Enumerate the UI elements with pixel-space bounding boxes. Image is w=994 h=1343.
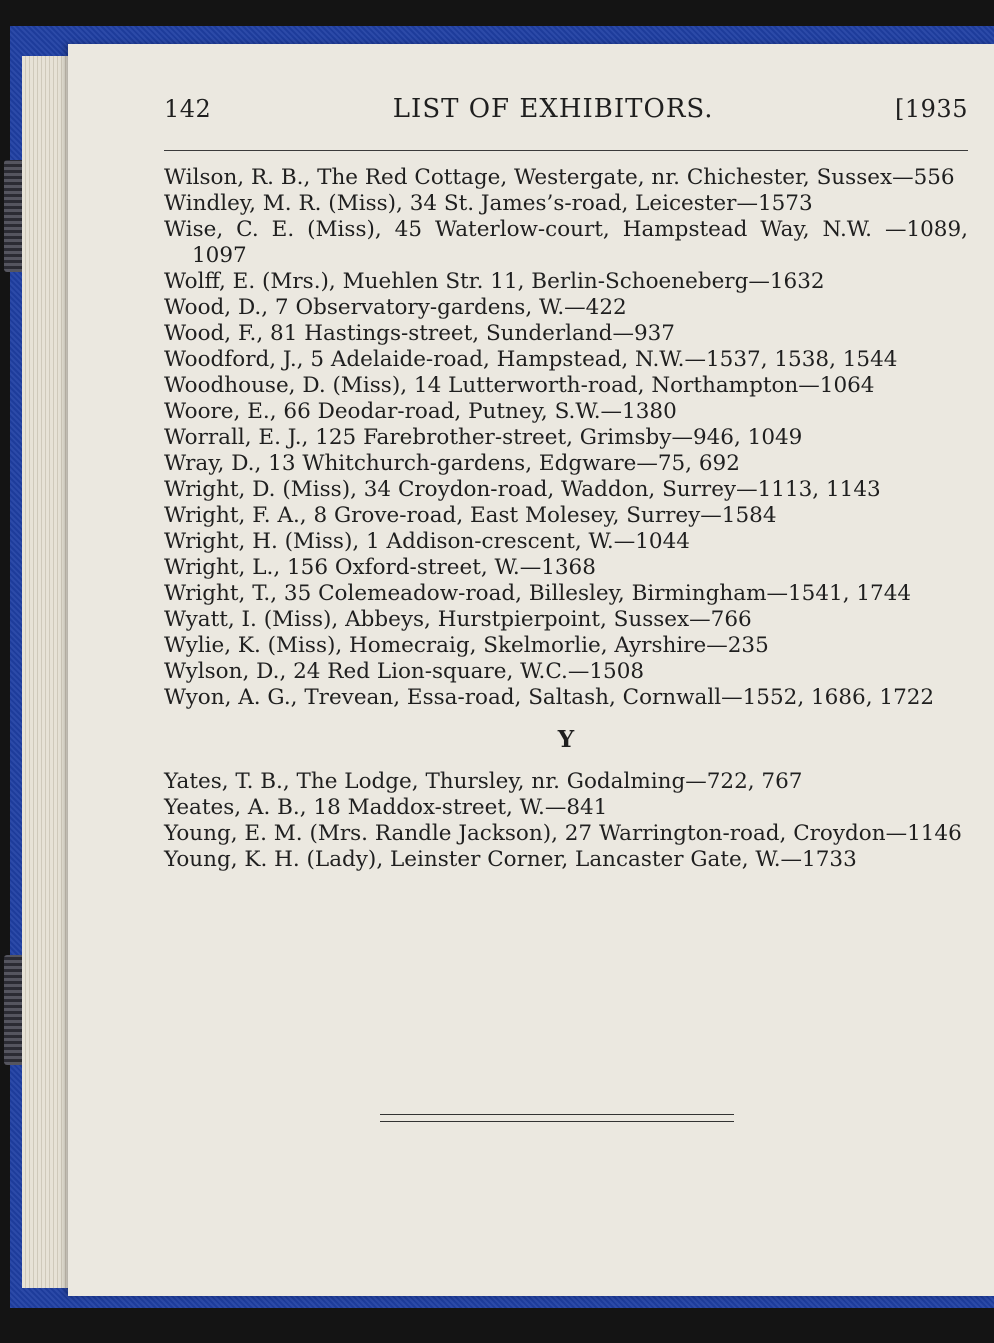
list-item: Wright, H. (Miss), 1 Addison-crescent, W.—1044 xyxy=(164,529,690,554)
exhibitor-list xyxy=(164,165,968,873)
list-item: Worrall, E. J., 125 Farebrother-street, Grimsby—946, 1049 xyxy=(164,425,803,450)
list-item: Wright, D. (Miss), 34 Croydon-road, Waddon, Surrey—1113, 1143 xyxy=(164,477,881,502)
list-item: Wood, F., 81 Hastings-street, Sunderland—937 xyxy=(164,321,675,346)
list-item: Wyatt, I. (Miss), Abbeys, Hurstpierpoint, Sussex—766 xyxy=(164,607,752,632)
book-page xyxy=(68,44,994,1296)
list-item: Wylson, D., 24 Red Lion-square, W.C.—1508 xyxy=(164,659,645,684)
list-item: Wolff, E. (Mrs.), Muehlen Str. 11, Berlin-Schoeneberg—1632 xyxy=(164,269,825,294)
header-rule xyxy=(164,150,968,151)
list-item: Yates, T. B., The Lodge, Thursley, nr. Godalming—722, 767 xyxy=(164,769,803,794)
list-item: Wylie, K. (Miss), Homecraig, Skelmorlie, Ayrshire—235 xyxy=(164,633,769,658)
running-header xyxy=(164,94,968,146)
list-item: Wyon, A. G., Trevean, Essa-road, Saltash, Cornwall—1552, 1686, 1722 xyxy=(164,685,935,710)
list-item: Yeates, A. B., 18 Maddox-street, W.—841 xyxy=(164,795,608,820)
list-item: Young, E. M. (Mrs. Randle Jackson), 27 Warrington-road, Croydon—1146 xyxy=(164,821,962,846)
page-content xyxy=(164,94,968,873)
list-item: Wright, T., 35 Colemeadow-road, Billesley, Birmingham—1541, 1744 xyxy=(164,581,912,606)
list-item: Wray, D., 13 Whitchurch-gardens, Edgware—75, 692 xyxy=(164,451,740,476)
list-item: Woodford, J., 5 Adelaide-road, Hampstead, N.W.—1537, 1538, 1544 xyxy=(164,347,898,372)
section-letter: Y xyxy=(557,726,575,753)
list-item: Windley, M. R. (Miss), 34 St. James’s-road, Leicester—1573 xyxy=(164,191,813,216)
list-item: Woore, E., 66 Deodar-road, Putney, S.W.—1380 xyxy=(164,399,677,424)
year-marker: [1935 xyxy=(895,95,968,123)
list-item: Wright, F. A., 8 Grove-road, East Molesey, Surrey—1584 xyxy=(164,503,777,528)
list-item: Wilson, R. B., The Red Cottage, Westergate, nr. Chichester, Sussex—556 xyxy=(164,165,955,190)
page-number: 142 xyxy=(164,95,212,123)
list-item: Wise, C. E. (Miss), 45 Waterlow-court, Hampstead Way, N.W. —1089, 1097 xyxy=(164,217,968,268)
page-title: LIST OF EXHIBITORS. xyxy=(392,94,714,124)
list-item: Young, K. H. (Lady), Leinster Corner, Lancaster Gate, W.—1733 xyxy=(164,847,857,872)
list-item: Woodhouse, D. (Miss), 14 Lutterworth-road, Northampton—1064 xyxy=(164,373,875,398)
list-item: Wright, L., 156 Oxford-street, W.—1368 xyxy=(164,555,596,580)
list-item: Wood, D., 7 Observatory-gardens, W.—422 xyxy=(164,295,627,320)
end-rule xyxy=(380,1114,734,1122)
